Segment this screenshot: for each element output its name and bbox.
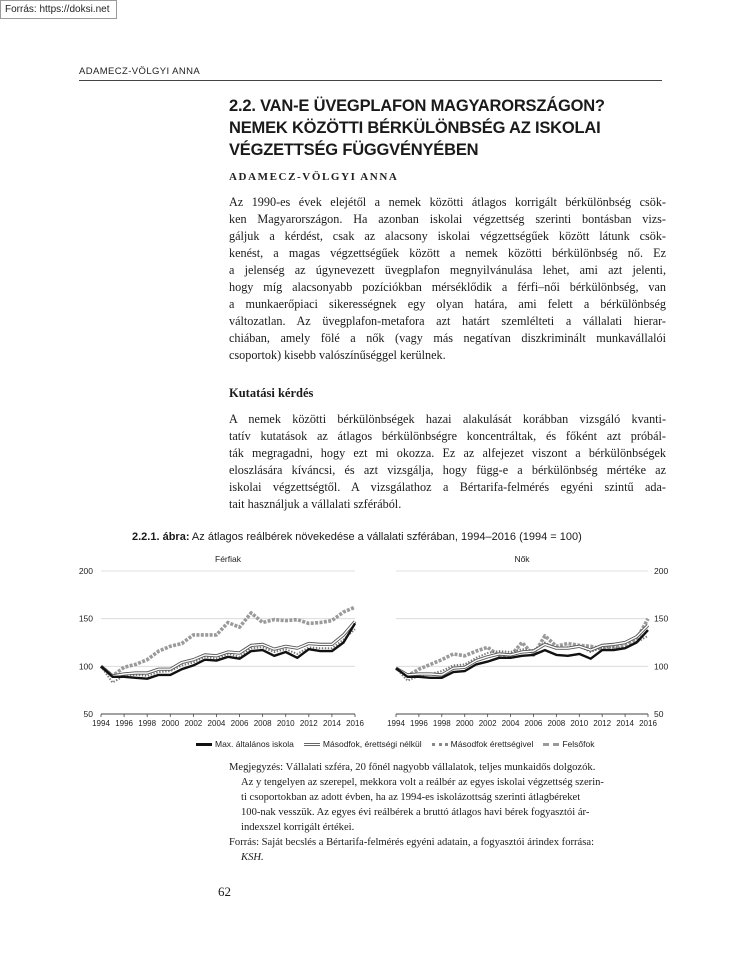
text-line: ken Magyarországon. Ha azonban iskolai végzettség szerinti bontásban vizs- (229, 212, 666, 226)
text-line: ták megragadni, hogy ezt mi okozza. Ez az alfejezet viszont a bérkülönbségek (229, 446, 666, 460)
y-tick-label: 150 (654, 613, 669, 624)
x-tick-label: 2014 (616, 719, 634, 728)
legend-swatch (196, 743, 212, 746)
x-tick-label: 2010 (276, 719, 295, 728)
figure-note (229, 760, 669, 865)
text-line: a munkaerőpiaci sikerességnek egy olyan határa, ami felett a bérkülönbség (229, 297, 666, 311)
research-question-paragraph (229, 411, 666, 513)
series-line (396, 630, 648, 678)
x-tick-label: 1994 (92, 719, 110, 728)
section-heading: Kutatási kérdés (229, 386, 314, 400)
x-tick-label: 2006 (524, 719, 543, 728)
title-line: VÉGZETTSÉG FÜGGVÉNYÉBEN (229, 141, 479, 159)
x-tick-label: 2010 (570, 719, 589, 728)
figure-caption (132, 531, 582, 543)
legend-item (543, 739, 594, 749)
chapter-title (229, 95, 669, 161)
text-line: változatlan. Az üvegplafon-metafora azt határt szemlélteti a vállalati hierar- (229, 314, 666, 328)
legend-item (432, 739, 534, 749)
x-tick-label: 2002 (184, 719, 203, 728)
legend-swatch (543, 743, 559, 746)
text-line: a jelenség az úgynevezett üvegplafon megnyilvánulása lehet, ami azt jelenti, (229, 263, 666, 277)
title-line: 2.2. VAN-E ÜVEGPLAFON MAGYARORSZÁGON? (229, 97, 605, 115)
note-line (229, 850, 669, 865)
chart-legend (196, 739, 594, 749)
text-line: eloszlására kíváncsi, és azt vizsgálja, hogy függ-e a bérkülönbség mértéke az (229, 463, 666, 477)
text-line: tatív kutatások az átlagos bérkülönbségre koncentráltak, és főként azt próbál- (229, 429, 666, 443)
figure-number: 2.2.1. ábra: (132, 531, 190, 543)
text-line: csoportok) kisebb valószínűséggel kerülnek. (229, 348, 446, 362)
title-line: NEMEK KÖZÖTTI BÉRKÜLÖNBSÉG AZ ISKOLAI (229, 119, 601, 137)
panel-title: Nők (514, 554, 530, 564)
running-head: ADAMECZ-VÖLGYI ANNA (79, 66, 201, 77)
page-number: 62 (218, 884, 231, 899)
note-line: indexszel korrigált értékei. (241, 822, 355, 833)
text-line: gáljuk a kérdést, csak az alacsony iskolai végzettségűek között látunk csök- (229, 229, 666, 243)
wage-growth-figure (55, 550, 675, 736)
text-line: tait használjuk a vállalati szférából. (229, 497, 402, 511)
note-line: Forrás: Saját becslés a Bértarifa-felmérés egyéni adatain, a fogyasztói árindex forrása: (229, 837, 595, 848)
note-line: 100-nak vesszük. Az egyes évi reálbérek a bruttó átlagos havi bérek fogyasztói ár- (241, 807, 590, 818)
x-tick-label: 1996 (115, 719, 133, 728)
note-line: Az y tengelyen az szerepel, mekkora volt a reálbér az egyes iskolai végzettség szerin- (241, 777, 604, 788)
intro-paragraph (229, 194, 666, 364)
x-tick-label: 2012 (299, 719, 318, 728)
x-tick-label: 1996 (410, 719, 428, 728)
x-tick-label: 2008 (547, 719, 566, 728)
y-tick-label: 150 (78, 613, 93, 624)
x-tick-label: 2012 (593, 719, 612, 728)
x-tick-label: 1998 (138, 719, 157, 728)
legend-label: Max. általános iskola (215, 739, 294, 749)
x-tick-label: 2000 (455, 719, 474, 728)
x-tick-label: 2004 (501, 719, 520, 728)
note-source: KSH. (241, 852, 264, 863)
y-tick-label: 50 (83, 709, 93, 719)
legend-label: Felsőfok (562, 739, 595, 749)
x-tick-label: 2008 (253, 719, 272, 728)
y-tick-label: 100 (78, 661, 93, 672)
x-tick-label: 2016 (346, 719, 364, 728)
y-tick-label: 200 (78, 566, 93, 576)
series-line (101, 607, 355, 676)
y-tick-label: 100 (654, 661, 669, 672)
x-tick-label: 2000 (161, 719, 180, 728)
legend-label: Másodfok érettségivel (450, 739, 534, 749)
x-tick-label: 1994 (387, 719, 405, 728)
x-tick-label: 2006 (230, 719, 249, 728)
text-line: Az 1990-es évek elejétől a nemek közötti átlagos korrigált bérkülönbség csök- (229, 195, 666, 209)
panel-title: Férfiak (215, 554, 241, 564)
note-line: ti csoportokban az adott évben, ha az 1994-es iskolázottság szerinti átlagbéreket (241, 792, 581, 803)
note-line: Megjegyzés: Vállalati szféra, 20 főnél nagyobb vállalatok, teljes munkaidős dolgozók. (229, 762, 596, 773)
x-tick-label: 2016 (639, 719, 657, 728)
x-tick-label: 1998 (432, 719, 451, 728)
text-line: chiában, amely fölé a nők (vagy más negatívan diszkriminált munkavállalói (229, 331, 666, 345)
y-tick-label: 200 (654, 566, 669, 576)
text-line: iskolai végzettségtől. A vizsgálathoz a Bértarifa-felmérés egyéni szintű ada- (229, 480, 666, 494)
y-tick-label: 50 (654, 709, 664, 719)
legend-swatch (304, 743, 320, 746)
text-line: A nemek közötti bérkülönbségek hazai alakulását korábban vizsgáló kvanti- (229, 412, 666, 426)
x-tick-label: 2002 (478, 719, 497, 728)
source-tag: Forrás: https://doksi.net (0, 0, 117, 19)
legend-item (304, 739, 422, 749)
legend-swatch (432, 743, 448, 746)
legend-label: Másodfok, érettségi nélkül (322, 739, 422, 749)
text-line: hogy míg alacsonyabb pozíciókban mérséklődik a férfi–női bérkülönbség, van (229, 280, 666, 294)
author-name: ADAMECZ-VÖLGYI ANNA (229, 171, 399, 183)
x-tick-label: 2004 (207, 719, 226, 728)
figure-caption-text: Az átlagos reálbérek növekedése a vállalati szférában, 1994–2016 (1994 = 100) (189, 531, 582, 543)
text-line: kenést, a magas végzettségűek között a nemek közötti bérkülönbség nő. Ez (229, 246, 666, 260)
header-rule (79, 80, 662, 81)
legend-item (196, 739, 294, 749)
x-tick-label: 2014 (323, 719, 341, 728)
